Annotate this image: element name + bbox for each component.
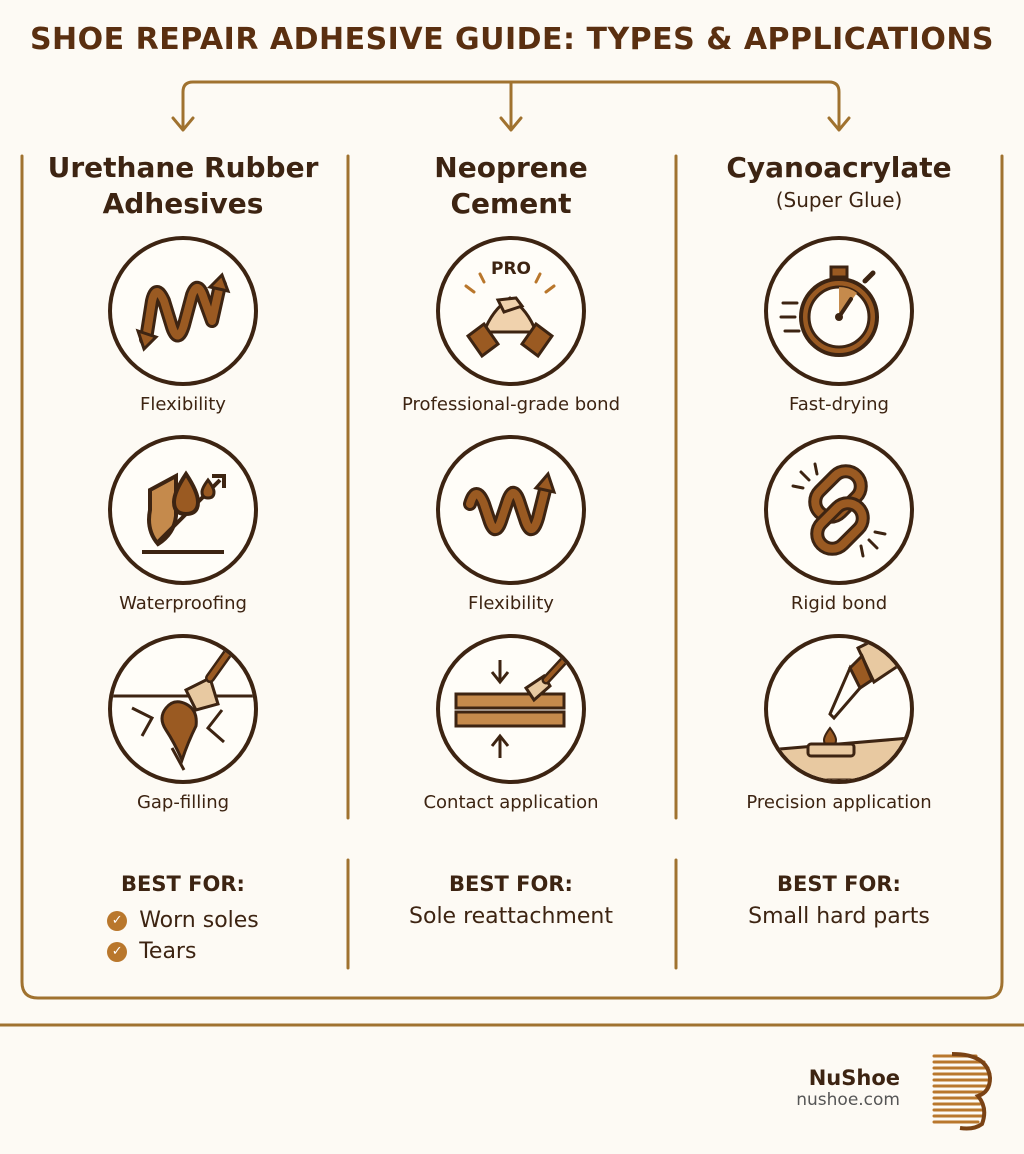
brush-layers-icon: [436, 634, 586, 784]
feature-label: Flexibility: [468, 593, 554, 614]
best-for-item: Sole reattachment: [409, 904, 613, 929]
brand-name: NuShoe: [808, 1066, 900, 1090]
best-for-cyanoacrylate: [689, 872, 989, 929]
best-for-urethane: [33, 872, 333, 964]
column-title: Cyanoacrylate: [726, 151, 952, 184]
column-subtitle: (Super Glue): [775, 188, 903, 212]
stopwatch-icon: [764, 236, 914, 386]
best-for-heading: BEST FOR:: [777, 872, 901, 896]
best-for-item: ✓ Tears: [107, 939, 259, 964]
glue-tube-icon: [764, 634, 914, 784]
svg-text:PRO: PRO: [490, 259, 532, 279]
check-icon: ✓: [107, 942, 127, 962]
feature-fast-drying: [689, 236, 989, 415]
water-drop-shield-icon: [108, 435, 258, 585]
feature-label: Precision application: [746, 792, 932, 813]
feature-precision-application: [689, 634, 989, 813]
brand-url: nushoe.com: [796, 1090, 900, 1110]
best-for-heading: BEST FOR:: [121, 872, 245, 896]
feature-professional-bond: [361, 236, 661, 415]
flexibility-wave-icon: [436, 435, 586, 585]
feature-label: Gap-filling: [136, 792, 230, 813]
best-for-item: ✓ Worn soles: [107, 908, 259, 933]
page-title: SHOE REPAIR ADHESIVE GUIDE: TYPES & APPLICATIONS: [29, 22, 995, 57]
trowel-crack-icon: [108, 634, 258, 784]
feature-rigid-bond: [689, 435, 989, 614]
feature-label: Waterproofing: [119, 593, 247, 614]
column-title: Urethane Rubber: [47, 151, 319, 184]
feature-waterproofing: [33, 435, 333, 614]
feature-label: Contact application: [423, 792, 599, 813]
column-urethane: [33, 150, 333, 222]
nushoe-logo-icon: [930, 1052, 994, 1132]
feature-flexibility: [33, 236, 333, 415]
column-title: Adhesives: [102, 187, 264, 220]
best-for-neoprene: [361, 872, 661, 929]
feature-contact-application: [361, 634, 661, 813]
best-for-item: Small hard parts: [748, 904, 930, 929]
column-title: Cement: [450, 187, 572, 220]
handshake-pro-icon: [436, 236, 586, 386]
column-neoprene: [361, 150, 661, 222]
brand-block: [770, 1066, 900, 1110]
column-cyanoacrylate: [689, 150, 989, 212]
check-icon: ✓: [107, 911, 127, 931]
flexibility-wave-icon: [108, 236, 258, 386]
feature-label: Fast-drying: [789, 394, 889, 415]
feature-label: Rigid bond: [790, 593, 888, 614]
column-title: Neoprene: [434, 151, 588, 184]
feature-label: Flexibility: [140, 394, 226, 415]
feature-flexibility: [361, 435, 661, 614]
feature-label: Professional-grade bond: [401, 394, 621, 415]
feature-gap-filling: [33, 634, 333, 813]
best-for-heading: BEST FOR:: [449, 872, 573, 896]
chain-link-icon: [764, 435, 914, 585]
